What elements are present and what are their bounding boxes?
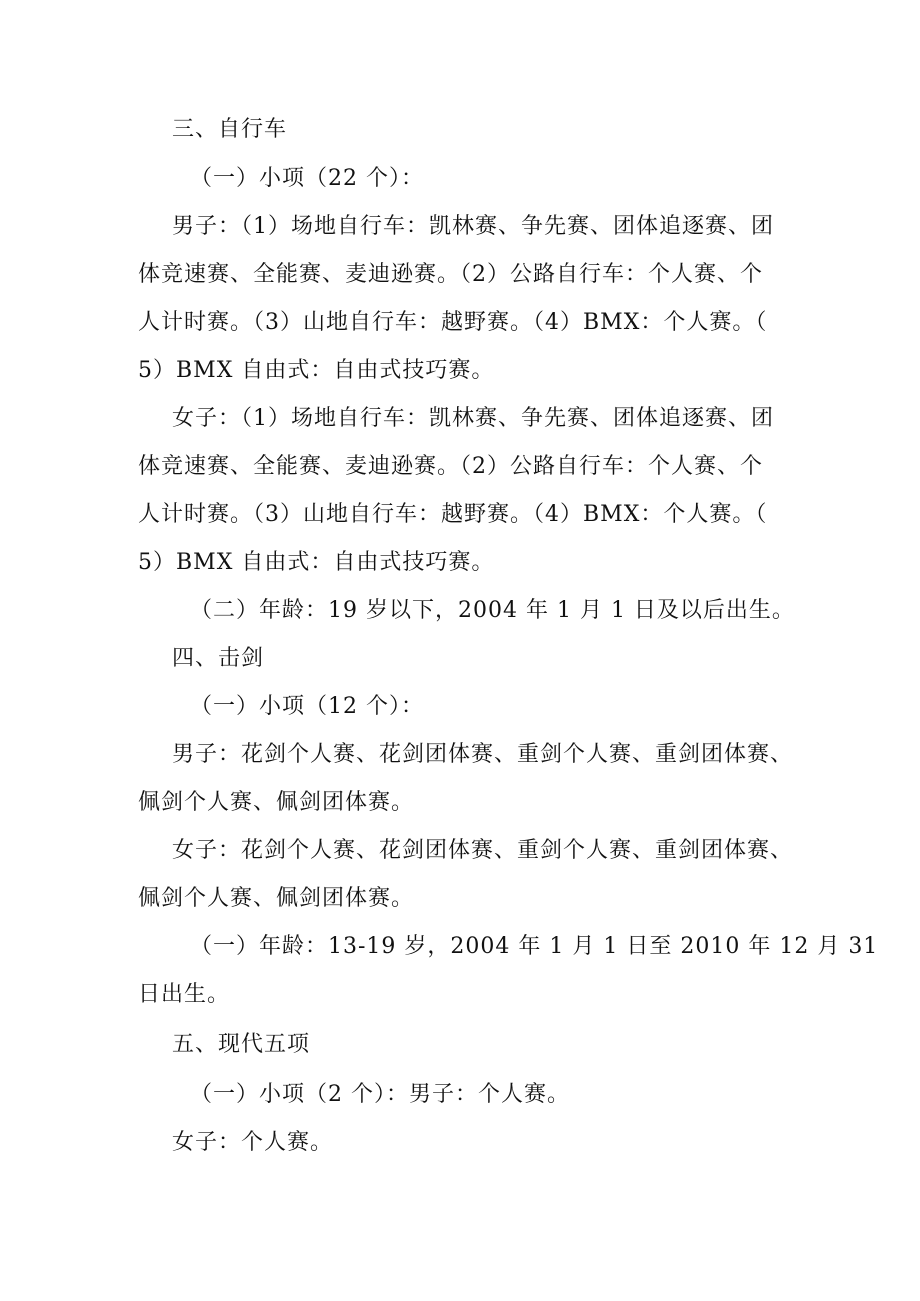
- subsection-events-cycling: （一）小项（22 个）：: [190, 166, 424, 191]
- paragraph-line: 佩剑个人赛、佩剑团体赛。: [138, 886, 415, 911]
- paragraph-line: 佩剑个人赛、佩剑团体赛。: [138, 790, 415, 815]
- paragraph-line: 女子：个人赛。: [172, 1130, 334, 1155]
- paragraph-line: 日出生。: [138, 982, 231, 1007]
- paragraph-line: 人计时赛。（3）山地自行车：越野赛。（4）BMX：个人赛。（: [138, 310, 768, 335]
- section-heading-cycling: 三、自行车: [172, 117, 288, 142]
- age-line-fencing: （一）年龄：13-19 岁，2004 年 1 月 1 日至 2010 年 12 月 31: [190, 934, 879, 959]
- paragraph-line: 体竞速赛、全能赛、麦迪逊赛。（2）公路自行车：个人赛、个: [138, 262, 763, 287]
- paragraph-line: 女子：（1）场地自行车：凯林赛、争先赛、团体追逐赛、团: [172, 406, 774, 431]
- paragraph-line: 男子：花剑个人赛、花剑团体赛、重剑个人赛、重剑团体赛、: [172, 742, 794, 767]
- paragraph-line: 人计时赛。（3）山地自行车：越野赛。（4）BMX：个人赛。（: [138, 502, 768, 527]
- paragraph-line: 男子：（1）场地自行车：凯林赛、争先赛、团体追逐赛、团: [172, 214, 774, 239]
- paragraph-line: 体竞速赛、全能赛、麦迪逊赛。（2）公路自行车：个人赛、个: [138, 454, 763, 479]
- paragraph-line: 5）BMX 自由式：自由式技巧赛。: [138, 358, 495, 383]
- age-line-cycling: （二）年龄：19 岁以下，2004 年 1 月 1 日及以后出生。: [190, 598, 795, 623]
- paragraph-line: 5）BMX 自由式：自由式技巧赛。: [138, 550, 495, 575]
- section-heading-fencing: 四、击剑: [172, 646, 265, 671]
- section-heading-modern-pentathlon: 五、现代五项: [172, 1032, 311, 1057]
- subsection-events-pentathlon: （一）小项（2 个）：男子：个人赛。: [190, 1082, 570, 1107]
- paragraph-line: 女子：花剑个人赛、花剑团体赛、重剑个人赛、重剑团体赛、: [172, 838, 794, 863]
- subsection-events-fencing: （一）小项（12 个）：: [190, 694, 424, 719]
